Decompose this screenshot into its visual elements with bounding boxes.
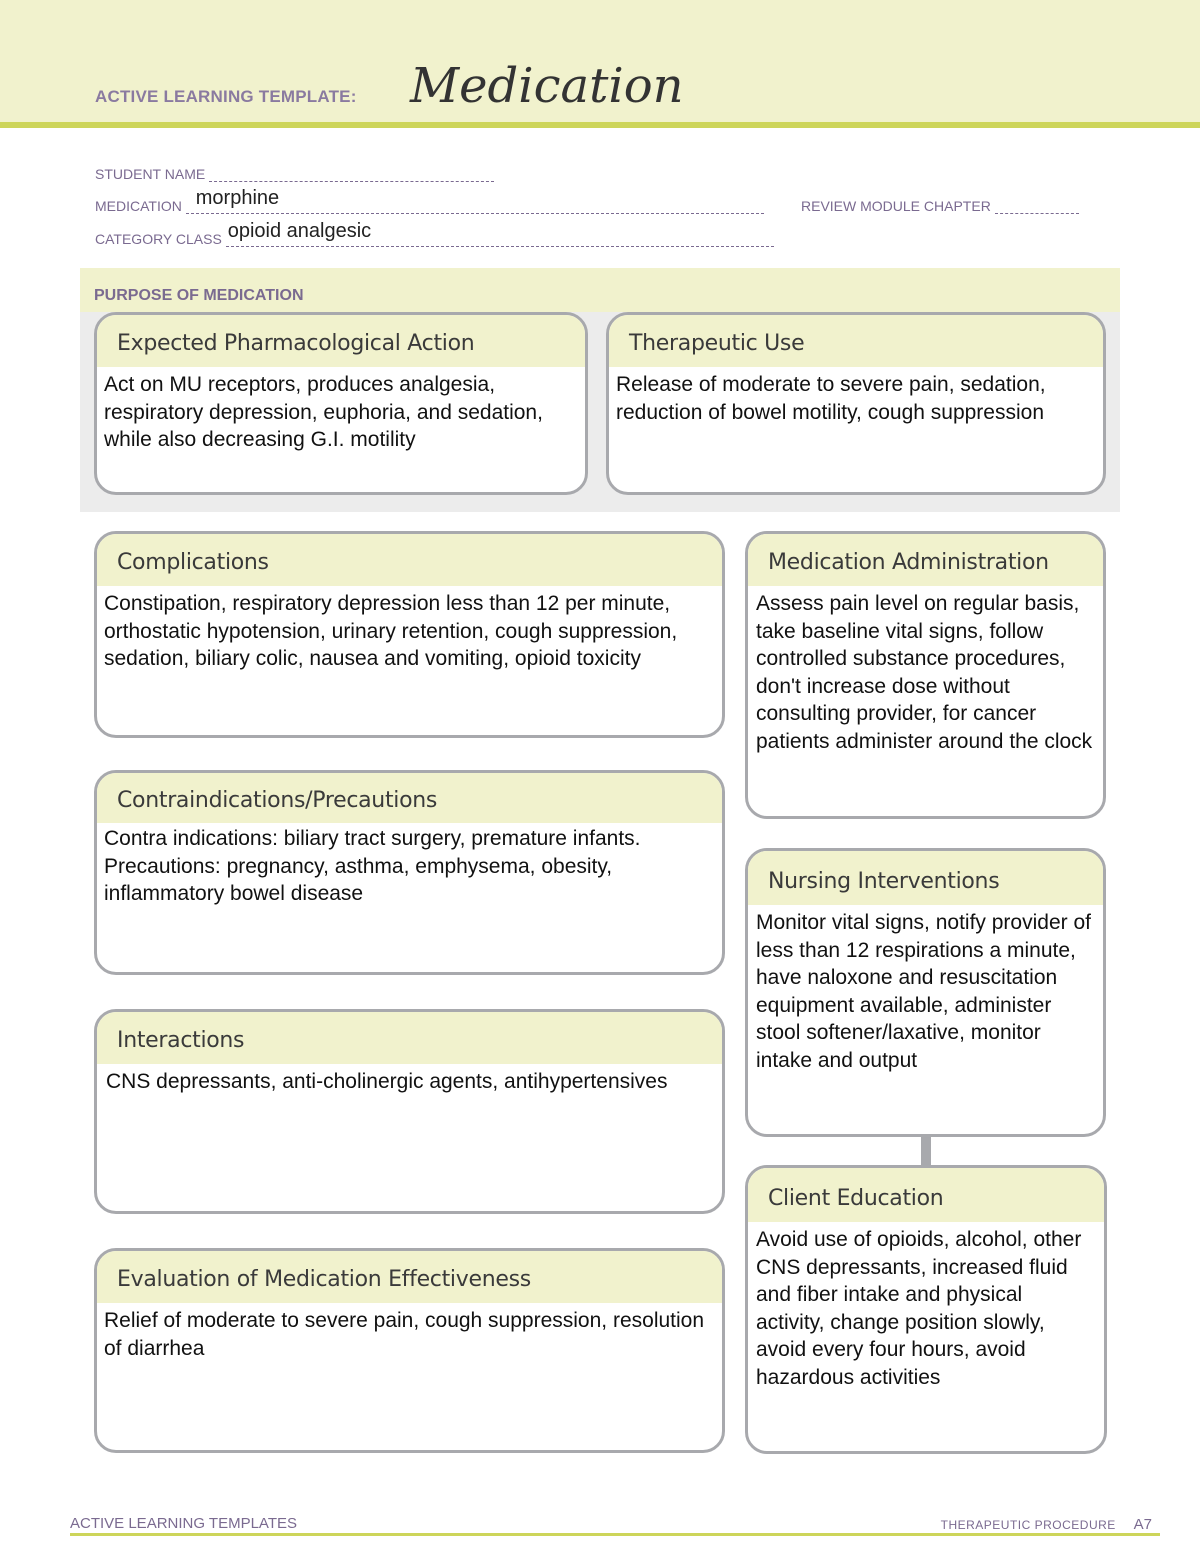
contraindications-title: Contraindications/Precautions bbox=[97, 773, 722, 823]
interactions-title: Interactions bbox=[97, 1012, 722, 1064]
expected-action-box[interactable] bbox=[94, 312, 588, 495]
connector-line bbox=[921, 1134, 931, 1168]
category-class-value: opioid analgesic bbox=[227, 220, 372, 242]
footer-section: THERAPEUTIC PROCEDURE bbox=[940, 1518, 1116, 1532]
student-name-input[interactable] bbox=[209, 167, 494, 182]
therapeutic-use-title: Therapeutic Use bbox=[609, 315, 1103, 367]
client-education-title: Client Education bbox=[748, 1168, 1104, 1222]
nursing-interventions-box[interactable] bbox=[745, 848, 1106, 1137]
evaluation-box[interactable] bbox=[94, 1248, 725, 1453]
medication-label: MEDICATION bbox=[95, 198, 182, 214]
purpose-label: PURPOSE OF MEDICATION bbox=[94, 287, 304, 304]
medication-value: morphine bbox=[195, 187, 280, 209]
contraindications-box[interactable] bbox=[94, 770, 725, 975]
evaluation-title: Evaluation of Medication Effectiveness bbox=[97, 1251, 722, 1303]
client-education-body[interactable]: Avoid use of opioids, alcohol, other CNS depressants, increased fluid and fiber intake and physical activity, change position slowly, avoid every four hours, avoid hazardous activities bbox=[756, 1228, 1082, 1389]
review-module-chapter-label: REVIEW MODULE CHAPTER bbox=[801, 198, 991, 214]
nursing-interventions-title: Nursing Interventions bbox=[748, 851, 1103, 905]
nursing-interventions-body[interactable]: Monitor vital signs, notify provider of less than 12 respirations a minute, have naloxone and resuscitation equipment available, administer stool softener/laxative, monitor intake and output bbox=[756, 911, 1091, 1072]
page-title: Medication bbox=[410, 58, 684, 114]
contraindications-body[interactable]: Contra indications: biliary tract surgery, premature infants. Precautions: pregnancy, asthma, emphysema, obesity, inflammatory bowel disease bbox=[104, 827, 641, 905]
footer-left: ACTIVE LEARNING TEMPLATES bbox=[70, 1515, 297, 1532]
review-module-chapter-field bbox=[801, 198, 1079, 214]
expected-action-body[interactable]: Act on MU receptors, produces analgesia, respiratory depression, euphoria, and sedation, while also decreasing G.I. motility bbox=[104, 373, 543, 451]
student-name-label: STUDENT NAME bbox=[95, 166, 206, 182]
administration-box[interactable] bbox=[745, 531, 1106, 819]
interactions-body[interactable]: CNS depressants, anti-cholinergic agents, antihypertensives bbox=[106, 1070, 668, 1093]
complications-box[interactable] bbox=[94, 531, 725, 738]
client-education-box[interactable] bbox=[745, 1165, 1107, 1454]
review-module-chapter-input[interactable] bbox=[995, 199, 1079, 214]
administration-title: Medication Administration bbox=[748, 534, 1103, 586]
header-rule bbox=[0, 122, 1200, 128]
interactions-box[interactable] bbox=[94, 1009, 725, 1214]
therapeutic-use-body[interactable]: Release of moderate to severe pain, sedation, reduction of bowel motility, cough suppression bbox=[616, 373, 1046, 424]
administration-body[interactable]: Assess pain level on regular basis, take baseline vital signs, follow controlled substance procedures, don't increase dose without consulting provider, for cancer patients administer around the clock bbox=[756, 592, 1093, 753]
expected-action-title: Expected Pharmacological Action bbox=[97, 315, 585, 367]
category-class-input[interactable] bbox=[226, 220, 774, 247]
evaluation-body[interactable]: Relief of moderate to severe pain, cough suppression, resolution of diarrhea bbox=[104, 1309, 705, 1360]
medication-field bbox=[95, 187, 764, 214]
category-class-label: CATEGORY CLASS bbox=[95, 231, 222, 247]
page-number: A7 bbox=[1133, 1516, 1152, 1533]
medication-input[interactable] bbox=[186, 187, 764, 214]
category-class-field bbox=[95, 220, 774, 247]
therapeutic-use-box[interactable] bbox=[606, 312, 1106, 495]
complications-title: Complications bbox=[97, 534, 722, 586]
footer-right bbox=[941, 1516, 1152, 1533]
footer-rule bbox=[70, 1533, 1160, 1536]
student-name-field bbox=[95, 166, 494, 182]
complications-body[interactable]: Constipation, respiratory depression less than 12 per minute, orthostatic hypotension, urinary retention, cough suppression, sedation, biliary colic, nausea and vomiting, opioid toxicity bbox=[104, 592, 678, 670]
header-kicker: ACTIVE LEARNING TEMPLATE: bbox=[95, 87, 357, 106]
